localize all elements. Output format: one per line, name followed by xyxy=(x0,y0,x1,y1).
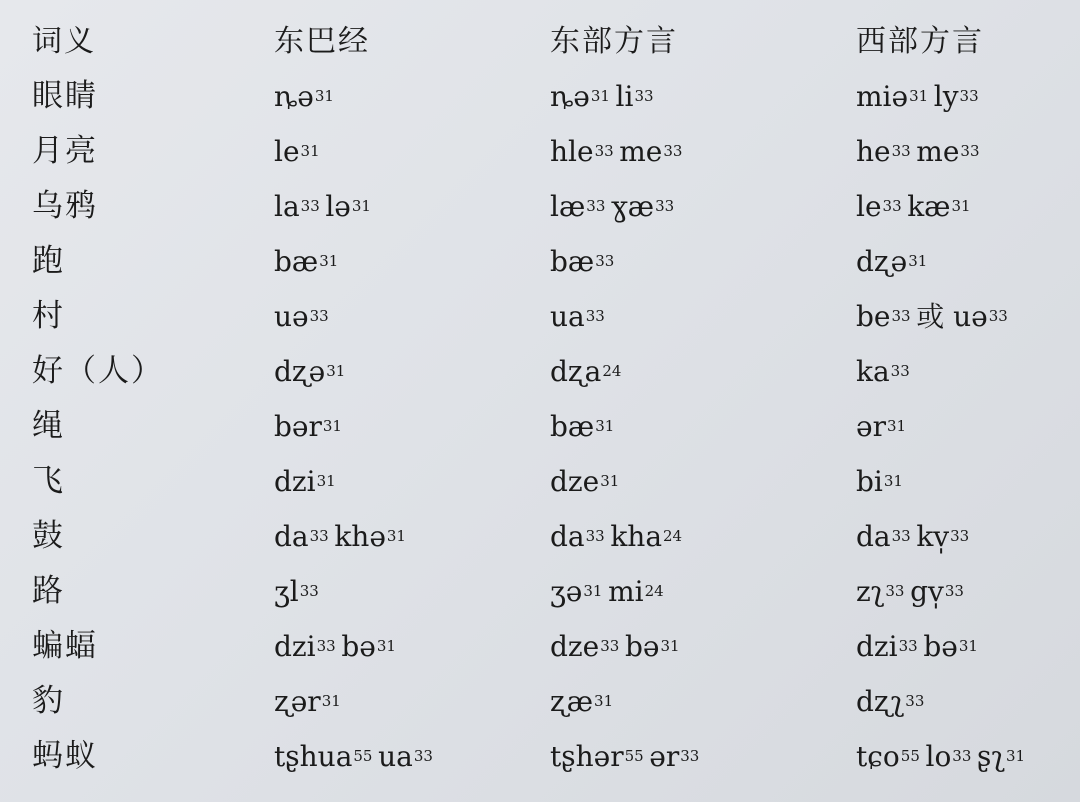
syllable: 或 uə xyxy=(916,299,988,333)
syllable: ʐæ xyxy=(550,684,594,718)
tone-number: 31 xyxy=(321,692,341,710)
syllable: gv̩ xyxy=(910,574,944,608)
meaning-cell: 乌鸦 xyxy=(32,188,98,224)
syllable: tɕo xyxy=(856,739,900,773)
tone-number: 33 xyxy=(586,197,606,215)
tone-number: 33 xyxy=(680,747,700,765)
west-cell xyxy=(856,234,1072,289)
tone-number: 33 xyxy=(905,692,925,710)
dongba-cell xyxy=(272,564,550,619)
tone-number: 33 xyxy=(950,527,970,545)
west-cell xyxy=(856,509,1072,564)
east-cell xyxy=(550,509,856,564)
tone-number: 33 xyxy=(885,582,905,600)
syllable: læ xyxy=(550,189,586,223)
tone-number: 33 xyxy=(594,142,614,160)
syllable: dʐə xyxy=(274,354,326,388)
tone-number: 33 xyxy=(891,307,911,325)
dongba-cell xyxy=(272,179,550,234)
tone-number: 31 xyxy=(314,87,334,105)
syllable: ua xyxy=(378,739,413,773)
dongba-cell xyxy=(272,454,550,509)
tone-number: 33 xyxy=(959,87,979,105)
syllable: ʒl xyxy=(274,574,299,608)
syllable: tʂhua xyxy=(274,739,353,773)
tone-number: 55 xyxy=(353,747,373,765)
east-cell xyxy=(550,289,856,344)
tone-number: 31 xyxy=(326,362,346,380)
tone-number: 33 xyxy=(944,582,964,600)
tone-number: 31 xyxy=(351,197,371,215)
syllable: ər xyxy=(856,409,886,443)
tone-number: 33 xyxy=(413,747,433,765)
syllable: me xyxy=(619,134,663,168)
west-cell xyxy=(856,344,1072,399)
syllable: bər xyxy=(274,409,322,443)
meaning-cell: 眼睛 xyxy=(32,78,98,114)
tone-number: 24 xyxy=(644,582,664,600)
dongba-cell xyxy=(272,674,550,729)
tone-number: 31 xyxy=(908,252,928,270)
east-cell xyxy=(550,619,856,674)
syllable: la xyxy=(274,189,300,223)
syllable: lo xyxy=(925,739,952,773)
syllable: kv̩ xyxy=(916,519,950,553)
tone-number: 31 xyxy=(316,472,336,490)
syllable: be xyxy=(856,299,891,333)
west-cell xyxy=(856,289,1072,344)
tone-number: 33 xyxy=(663,142,683,160)
syllable: bə xyxy=(624,629,660,663)
syllable: me xyxy=(916,134,960,168)
tone-number: 33 xyxy=(595,252,615,270)
meaning-cell: 蚂蚁 xyxy=(32,738,98,774)
west-cell xyxy=(856,69,1072,124)
tone-number: 31 xyxy=(300,142,320,160)
meaning-cell: 好（人） xyxy=(32,353,164,389)
syllable: tʂhər xyxy=(550,739,624,773)
tone-number: 31 xyxy=(386,527,406,545)
tone-number: 31 xyxy=(951,197,971,215)
meaning-cell: 月亮 xyxy=(32,133,98,169)
west-cell xyxy=(856,454,1072,509)
syllable: ʒə xyxy=(550,574,583,608)
syllable: dzi xyxy=(856,629,898,663)
syllable: khə xyxy=(334,519,386,553)
west-cell xyxy=(856,399,1072,454)
syllable: ka xyxy=(856,354,890,388)
syllable: miə xyxy=(856,79,909,113)
syllable: he xyxy=(856,134,891,168)
header-meaning: 词义 xyxy=(32,23,96,59)
tone-number: 31 xyxy=(322,417,342,435)
syllable: bæ xyxy=(274,244,319,278)
tone-number: 31 xyxy=(590,87,610,105)
east-cell xyxy=(550,674,856,729)
tone-number: 33 xyxy=(585,527,605,545)
tone-number: 33 xyxy=(299,582,319,600)
syllable: bə xyxy=(923,629,958,663)
dongba-cell xyxy=(272,399,550,454)
tone-number: 33 xyxy=(898,637,918,655)
tone-number: 33 xyxy=(882,197,902,215)
dongba-cell xyxy=(272,729,550,784)
header-west-dialect: 西部方言 xyxy=(856,23,984,59)
meaning-cell: 路 xyxy=(32,573,65,609)
syllable: dze xyxy=(550,464,600,498)
syllable: ər xyxy=(649,739,680,773)
syllable: dʐʅ xyxy=(856,684,905,718)
tone-number: 33 xyxy=(634,87,654,105)
tone-number: 31 xyxy=(958,637,978,655)
tone-number: 55 xyxy=(624,747,644,765)
syllable: bæ xyxy=(550,244,595,278)
syllable: bi xyxy=(856,464,883,498)
east-cell xyxy=(550,69,856,124)
header-dongba: 东巴经 xyxy=(274,23,370,59)
syllable: le xyxy=(274,134,300,168)
dongba-cell xyxy=(272,509,550,564)
header-east-dialect: 东部方言 xyxy=(550,23,678,59)
syllable: mi xyxy=(608,574,644,608)
tone-number: 31 xyxy=(583,582,603,600)
tone-number: 31 xyxy=(594,692,614,710)
meaning-cell: 绳 xyxy=(32,408,65,444)
meaning-cell: 跑 xyxy=(32,243,65,279)
west-cell xyxy=(856,124,1072,179)
syllable: ɣæ xyxy=(610,189,655,223)
meaning-cell: 村 xyxy=(32,298,65,334)
syllable: kha xyxy=(610,519,663,553)
syllable: li xyxy=(615,79,634,113)
tone-number: 31 xyxy=(883,472,903,490)
tone-number: 33 xyxy=(600,637,620,655)
syllable: ly xyxy=(933,79,959,113)
tone-number: 31 xyxy=(319,252,339,270)
dongba-cell xyxy=(272,619,550,674)
west-cell xyxy=(856,674,1072,729)
syllable: da xyxy=(550,519,585,553)
dongba-cell xyxy=(272,234,550,289)
east-cell xyxy=(550,124,856,179)
tone-number: 33 xyxy=(655,197,675,215)
vocabulary-table xyxy=(32,14,1072,784)
syllable: da xyxy=(856,519,891,553)
east-cell xyxy=(550,179,856,234)
syllable: dzi xyxy=(274,464,316,498)
east-cell xyxy=(550,729,856,784)
tone-number: 31 xyxy=(376,637,396,655)
syllable: ȵə xyxy=(274,79,314,113)
dongba-cell xyxy=(272,69,550,124)
tone-number: 33 xyxy=(300,197,320,215)
west-cell xyxy=(856,619,1072,674)
syllable: zʅ xyxy=(856,574,885,608)
meaning-cell: 豹 xyxy=(32,683,65,719)
syllable: lə xyxy=(325,189,351,223)
east-cell xyxy=(550,234,856,289)
syllable: dze xyxy=(550,629,600,663)
syllable: dʐa xyxy=(550,354,602,388)
meaning-cell: 蝙蝠 xyxy=(32,628,98,664)
tone-number: 33 xyxy=(585,307,605,325)
tone-number: 33 xyxy=(952,747,972,765)
syllable: hle xyxy=(550,134,594,168)
syllable: dzi xyxy=(274,629,316,663)
tone-number: 33 xyxy=(316,637,336,655)
syllable: bæ xyxy=(550,409,595,443)
tone-number: 33 xyxy=(988,307,1008,325)
syllable: ʐər xyxy=(274,684,321,718)
syllable: ua xyxy=(550,299,585,333)
west-cell xyxy=(856,564,1072,619)
dongba-cell xyxy=(272,124,550,179)
syllable: uə xyxy=(274,299,309,333)
meaning-cell: 飞 xyxy=(32,463,65,499)
west-cell xyxy=(856,729,1072,784)
meaning-cell: 鼓 xyxy=(32,518,65,554)
syllable: dʐə xyxy=(856,244,908,278)
tone-number: 33 xyxy=(960,142,980,160)
east-cell xyxy=(550,344,856,399)
syllable: da xyxy=(274,519,309,553)
east-cell xyxy=(550,399,856,454)
tone-number: 33 xyxy=(890,362,910,380)
tone-number: 31 xyxy=(886,417,907,435)
tone-number: 33 xyxy=(891,142,911,160)
syllable: kæ xyxy=(907,189,951,223)
tone-number: 31 xyxy=(1005,747,1026,765)
dongba-cell xyxy=(272,289,550,344)
dongba-cell xyxy=(272,344,550,399)
tone-number: 31 xyxy=(660,637,680,655)
syllable: le xyxy=(856,189,882,223)
east-cell xyxy=(550,564,856,619)
syllable: ȵə xyxy=(550,79,590,113)
syllable: ʂʅ xyxy=(976,739,1005,773)
tone-number: 33 xyxy=(891,527,911,545)
syllable: bə xyxy=(341,629,376,663)
tone-number: 24 xyxy=(602,362,622,380)
tone-number: 55 xyxy=(900,747,920,765)
tone-number: 31 xyxy=(909,87,929,105)
east-cell xyxy=(550,454,856,509)
west-cell xyxy=(856,179,1072,234)
tone-number: 24 xyxy=(663,527,683,545)
tone-number: 31 xyxy=(595,417,615,435)
tone-number: 33 xyxy=(309,527,329,545)
tone-number: 33 xyxy=(309,307,329,325)
tone-number: 31 xyxy=(600,472,620,490)
